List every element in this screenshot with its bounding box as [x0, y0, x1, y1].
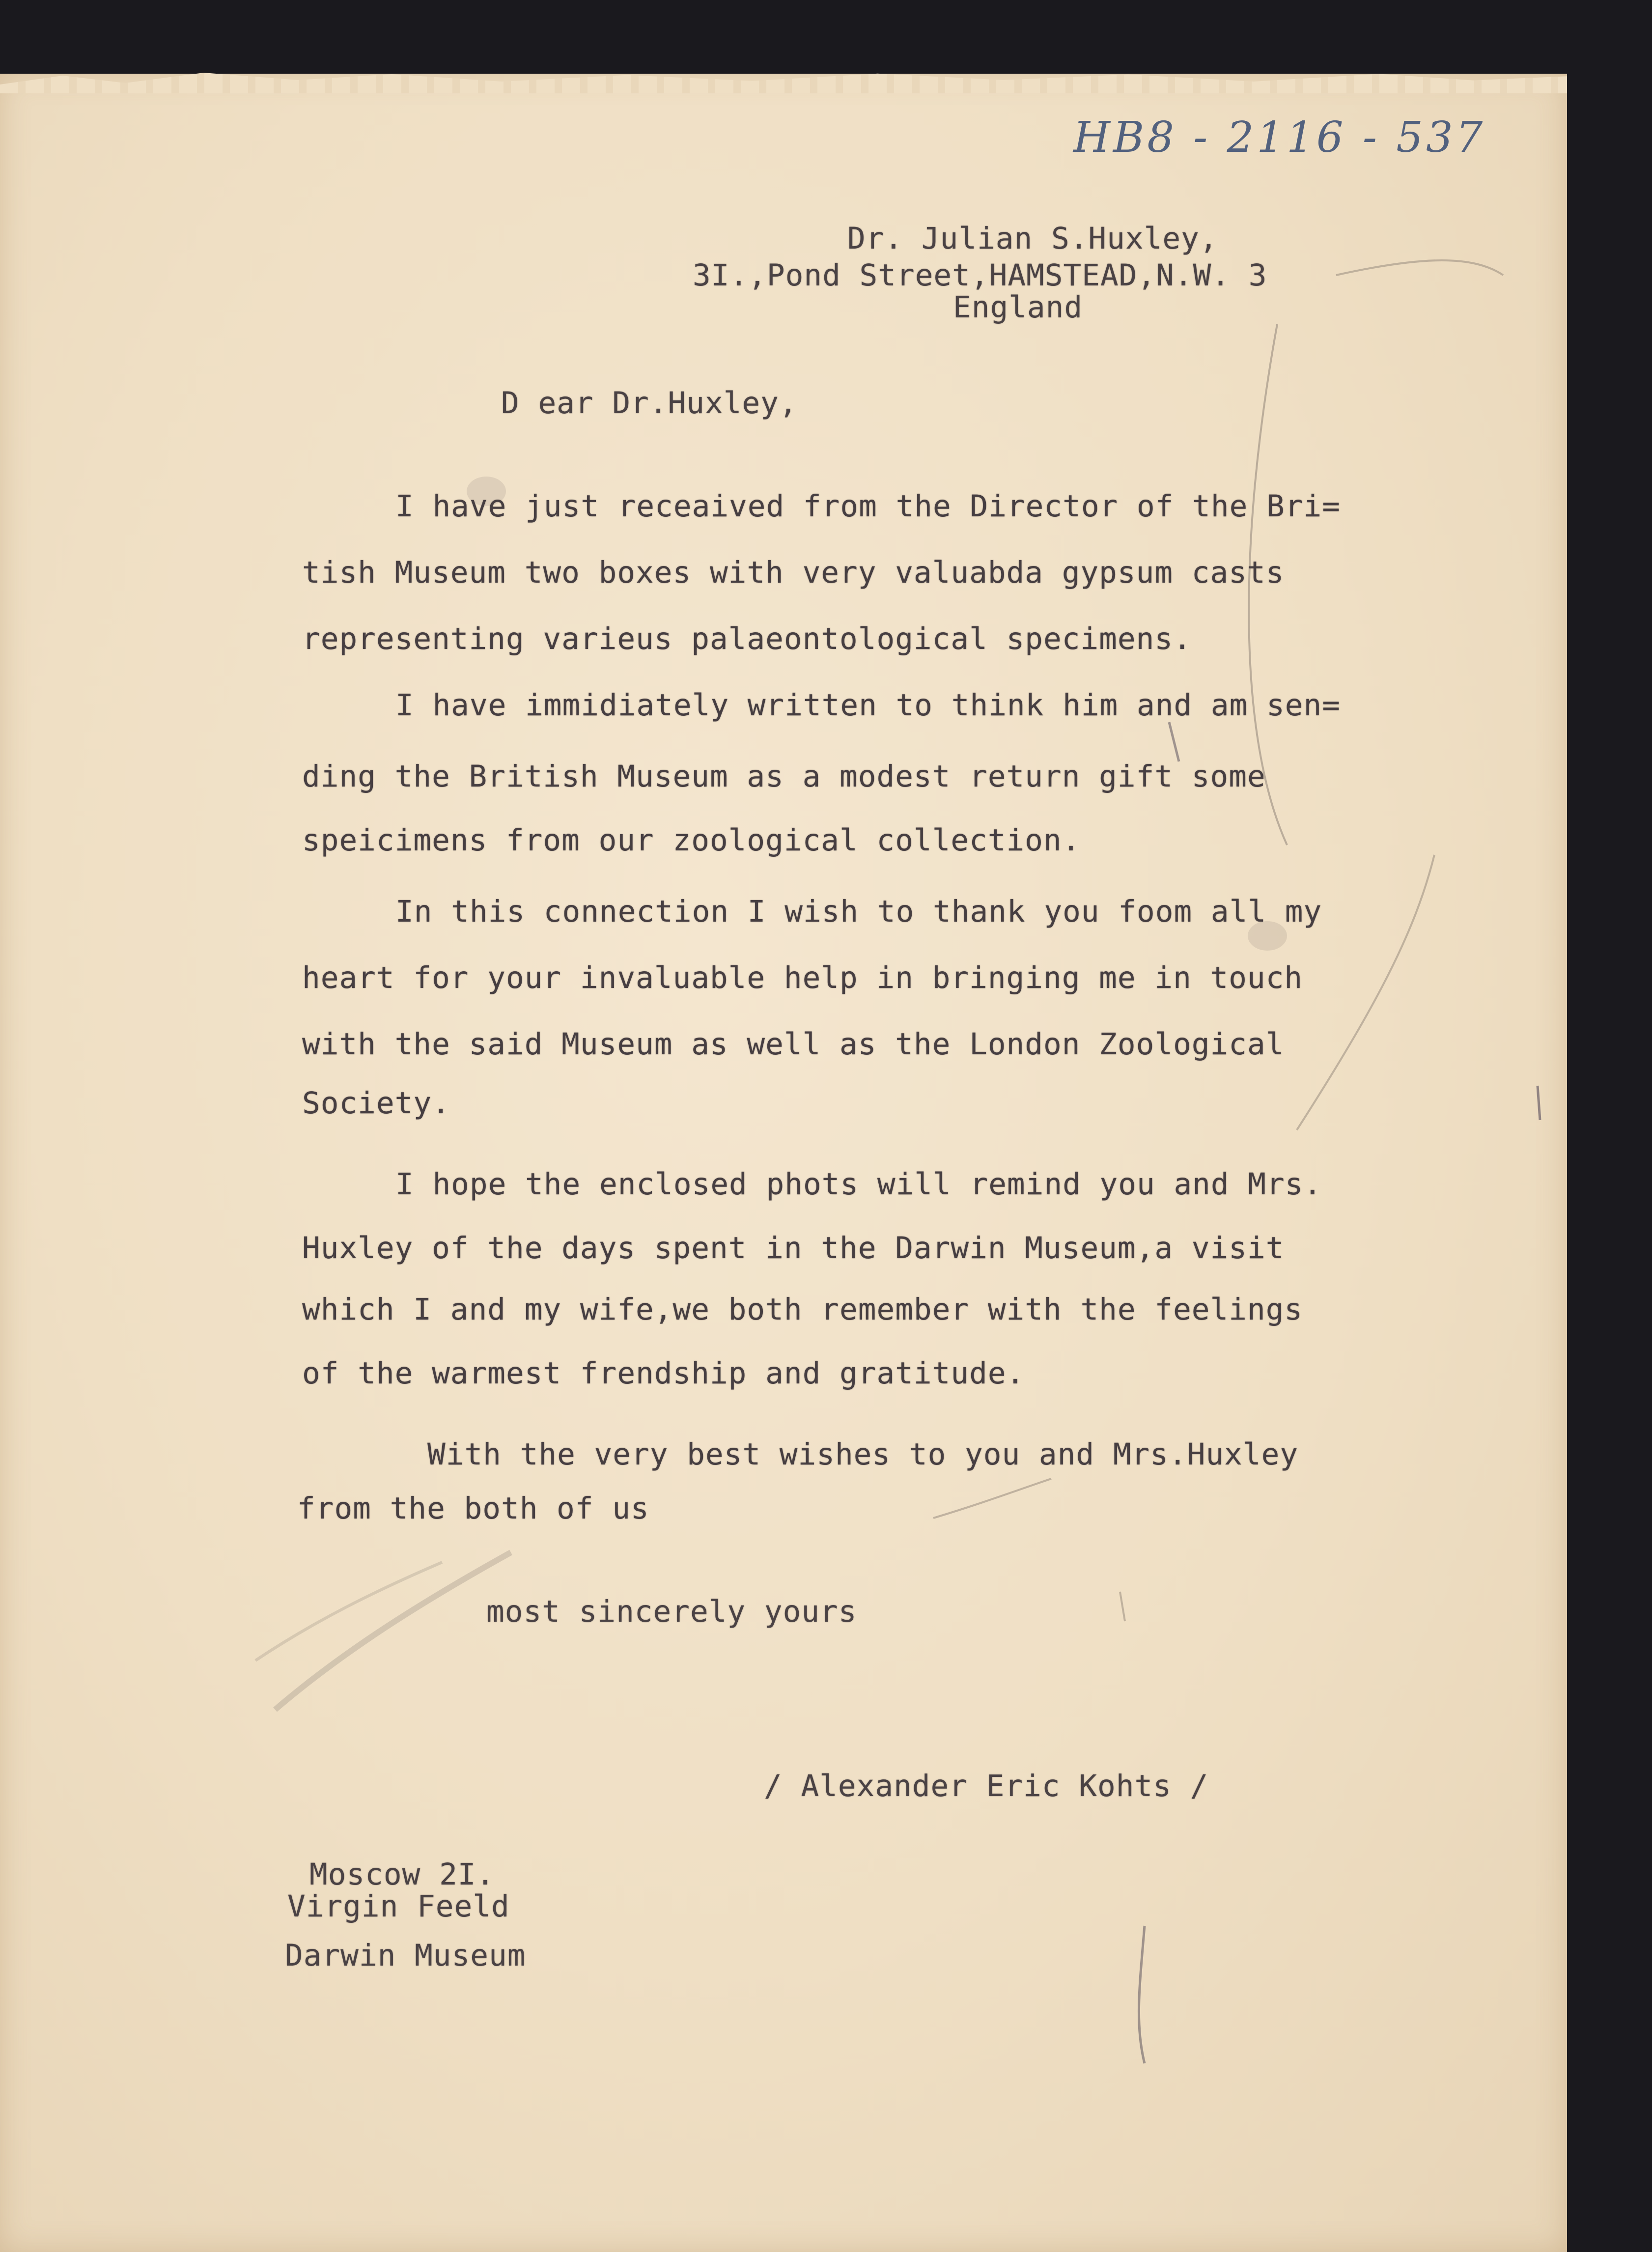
body-line: with the said Museum as well as the London Zoological [302, 1027, 1285, 1062]
body-line: I hope the enclosed phots will remind you and Mrs. [395, 1167, 1322, 1202]
body-line: speicimens from our zoological collection. [302, 823, 1081, 858]
body-line: With the very best wishes to you and Mrs.Huxley [427, 1437, 1299, 1472]
body-line: of the warmest frendship and gratitude. [302, 1356, 1025, 1391]
sender-address-line: Darwin Museum [285, 1938, 526, 1973]
recipient-name: Dr. Julian S.Huxley, [847, 221, 1218, 256]
body-line: I have immidiately written to think him and am sen= [395, 688, 1341, 723]
body-line: tish Museum two boxes with very valuabda gypsum casts [302, 555, 1285, 590]
body-line: representing varieus palaeontological specimens. [302, 621, 1192, 656]
recipient-street: 3I.,Pond Street,HAMSTEAD,N.W. 3 [693, 258, 1267, 293]
body-line: Society. [302, 1086, 450, 1121]
body-line: which I and my wife,we both remember with the feelings [302, 1292, 1303, 1327]
sender-address-line: Virgin Feeld [287, 1889, 510, 1924]
body-line: from the both of us [297, 1491, 649, 1526]
body-line: ding the British Museum as a modest return gift some [302, 759, 1266, 794]
body-line: In this connection I wish to thank you foom all my [395, 894, 1322, 929]
sender-address-line: Moscow 2I. [309, 1857, 495, 1892]
body-line: Huxley of the days spent in the Darwin Museum,a visit [302, 1231, 1285, 1266]
recipient-country: England [953, 290, 1083, 325]
salutation: D ear Dr.Huxley, [501, 386, 798, 421]
archive-reference-number: HB8 - 2116 - 537 [1073, 113, 1486, 162]
signature-line: / Alexander Eric Kohts / [764, 1769, 1209, 1803]
closing: most sincerely yours [486, 1594, 857, 1629]
body-line: heart for your invaluable help in bringing me in touch [302, 960, 1303, 995]
body-line: I have just receaived from the Director of the Bri= [395, 489, 1341, 524]
